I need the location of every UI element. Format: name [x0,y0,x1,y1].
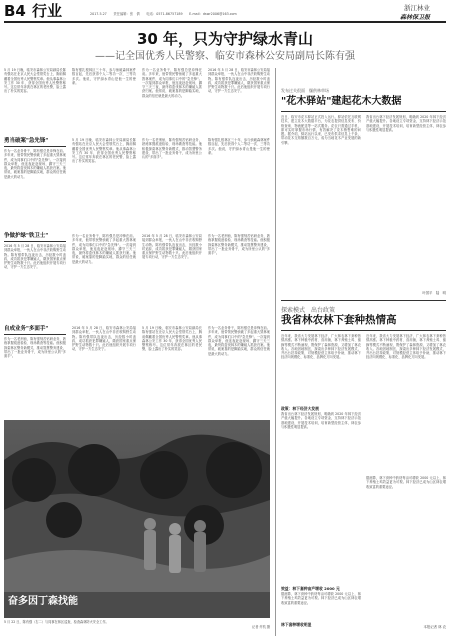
section-title: 争做护绿"铁卫士" [4,233,49,239]
article-credit: 本报记者 林 农 [423,625,446,629]
kicker: 探索模式 出台政策 [281,307,336,314]
article-text: 据测算，林下套种中药材每亩可增收 2000 元以上，林下养殖土鸡效益更为可观。林下经济已成为山区林农增收致富的重要途径。 [366,476,446,489]
divider [4,146,66,147]
article-text: 作为一名业务骨干，陈有强总是冲锋在前。多年来，他带领民警侦破了多起重大毁林案件，成为同事们口中的"急先锋"。一次接到群众举报，他连夜赶赴现场，蹲守三天三夜，最终将盗伐林木的嫌疑人抓获归案。他常说，破案靠的是脚踏实地，群众的信任就是最大的动力。 [72,234,136,264]
news-photo [4,420,270,618]
divider [4,241,66,242]
photo-title: 奋多因丁森找能 [8,596,78,607]
article-text: 作为一名老刑侦，陈有强刻苦钻研业务，熟练掌握痕迹检验、现场勘查等技能。他积极探索林区警务新模式，推动智慧警务建设，带出了一批业务骨干，成为所里公认的"多面手"。 [4,337,66,359]
section-title: 勇当破案"急先锋" [4,138,49,144]
masthead-rule [4,21,446,23]
article-lead: 5 月 19 日晚，临安市森林公安局副局长陈有强站在北京人民大会堂领奖台上，胸前佩戴着全国优秀人民警察奖章。他从事森林公安工作 30 年，获得全国优秀人民警察称号。这位常年奔波在林区的老民警，脸上露出了朴实的笑容。 [4,68,66,94]
forest-patrol-photo [4,420,270,618]
column-divider [275,68,276,636]
article-title: 我省林农林下套种热情高 [281,314,397,326]
article-text: 近年来，我省大力发展林下经济，广大林农林下套种热情高涨。林下种植中药材、食用菌，林下养殖土鸡、蜜蜂等模式不断涌现，既保护了森林资源，又增加了林农收入。各地因地制宜，探索出多种林下经济发展模式，并出台扶持政策，对规模经营主体给予补助，推动林下经济向规模化、标准化、品牌化方向发展。 [281,334,361,360]
article-text: 作为一名老刑侦，陈有强刻苦钻研业务，熟练掌握痕迹检验、现场勘查等技能。他积极探索林区警务新模式，推动智慧警务建设，带出了一批业务骨干，成为所里公认的"多面手"。 [142,138,202,160]
article-text: 5 月 19 日晚，临安市森林公安局副局长陈有强站在北京人民大会堂领奖台上，胸前佩戴着全国优秀人民警察奖章。他从事森林公安工作 30 年，获得全国优秀人民警察称号。这位常年奔波在林区的老民警，脸上露出了朴实的笑容。 [72,138,136,164]
section-name: 行业 [32,2,63,20]
paper-name: 浙江林业 [404,4,430,12]
issue-info: 2017.5.27 责任编辑：张 倩 电话：0571-86757189 E-mail：dswr2006@163.com [90,12,237,16]
article-text: 我省出台林下经济发展规划，明确到 2020 年林下经济产值大幅提升。各地设立专项资金，支持林下经济示范基地建设，开展技术培训，培育新型经营主体，林农参与积极性明显提高。 [281,412,361,429]
divider [281,111,446,112]
article-text: 2016 年 5 月 28 日，临安市森林公安局接到群众举报，一伙人在山中非法收购野生动物。陈有强带队连夜出击，历经数小时追踪，成功抓获犯罪嫌疑人，缴获国家重点保护野生动物数十只。此后他组织开展专项行动，守护一方生态安宁。 [208,68,270,94]
subheadline: ——记全国优秀人民警察、临安市森林公安局副局长陈有强 [95,51,355,62]
page-code: B4 [4,2,26,20]
paper-logo: 森林保卫报 [400,14,431,21]
masthead [4,2,446,22]
article-credit: 叶国平 陆 明 [422,291,446,295]
article-text: 2016 年 5 月 28 日，临安市森林公安局接到群众举报，一伙人在山中非法收购野生动物。陈有强带队连夜出击，历经数小时追踪，成功抓获犯罪嫌疑人，缴获国家重点保护野生动物数十只。此后他组织开展专项行动，守护一方生态安宁。 [4,244,66,270]
photo-caption: 5 月 22 日，陈有强（右二）与同事在林区巡查，检查森林防火安全工作。 [4,620,109,624]
section-title: 自成业务"多面手" [4,326,49,332]
article-text: 近年来，我省大力发展林下经济，广大林农林下套种热情高涨。林下种植中药材、食用菌，林下养殖土鸡、蜜蜂等模式不断涌现，既保护了森林资源，又增加了林农收入。各地因地制宜，探索出多种林下经济发展模式，并出台扶持政策，对规模经营主体给予补助，推动林下经济向规模化、标准化、品牌化方向发展。 [366,334,446,360]
subheading: 政策：林下经济大发展 [281,406,319,411]
article-text: 作为一名业务骨干，陈有强总是冲锋在前。多年来，他带领民警侦破了多起重大毁林案件，成为同事们口中的"急先锋"。一次接到群众举报，他连夜赶赴现场，蹲守三天三夜，最终将盗伐林木的嫌疑人抓获归案。他常说，破案靠的是脚踏实地，群众的信任就是最大的动力。 [208,326,270,356]
divider [281,330,446,331]
article-text: 作为一名老刑侦，陈有强刻苦钻研业务，熟练掌握痕迹检验、现场勘查等技能。他积极探索林区警务新模式，推动智慧警务建设，带出了一批业务骨干，成为所里公认的"多面手"。 [208,234,270,256]
article-text: 2016 年 5 月 28 日，临安市森林公安局接到群众举报，一伙人在山中非法收购野生动物。陈有强带队连夜出击，历经数小时追踪，成功抓获犯罪嫌疑人，缴获国家重点保护野生动物数十只。此后他组织开展专项行动，守护一方生态安宁。 [72,326,136,352]
kicker: 发布过关很面 爆供林草场 [281,88,329,93]
article-text: 陈有强扎根林区三十年，参与侦破森林案件数百起，先后获得个人二等功一次、三等功多次。他说，守护绿水青山是他一生的使命。 [208,138,270,155]
article-text: 陈有强扎根林区三十年，参与侦破森林案件数百起，先后获得个人二等功一次、三等功多次。他说，守护绿水青山是他一生的使命。 [72,68,136,85]
article-text: 近日，临安市花木驿站正式投入运行。驿站依托互联网技术，建立花木大数据平台，为花农提供信息发布、价格查询、物流配送等一站式服务。花农只需通过手机，即可实时掌握市场行情，有效解决了花木销售难的问题。据介绍，驿站运行以来，已发布供求信息上千条，带动花木交易额数百万元，成为当地花木产业发展的新引擎。 [281,115,361,145]
article-text: 作为一名业务骨干，陈有强总是冲锋在前。多年来，他带领民警侦破了多起重大毁林案件，成为同事们口中的"急先锋"。一次接到群众举报，他连夜赶赴现场，蹲守三天三夜，最终将盗伐林木的嫌疑人抓获归案。他常说，破案靠的是脚踏实地，群众的信任就是最大的动力。 [142,68,202,98]
divider [281,300,446,301]
subheading: 效益：林下套种亩产增收 2000 元 [281,586,340,591]
article-text: 作为一名业务骨干，陈有强总是冲锋在前。多年来，他带领民警侦破了多起重大毁林案件，成为同事们口中的"急先锋"。一次接到群众举报，他连夜赶赴现场，蹲守三天三夜，最终将盗伐林木的嫌疑人抓获归案。他常说，破案靠的是脚踏实地，群众的信任就是最大的动力。 [4,149,66,179]
subheading: 林下套种增收明显 [281,622,312,627]
article-text: 我省出台林下经济发展规划，明确到 2020 年林下经济产值大幅提升。各地设立专项资金，支持林下经济示范基地建设，开展技术培训，培育新型经营主体，林农参与积极性明显提高。 [366,115,446,132]
article-title: "花木驿站"建起花木大数据 [281,96,402,107]
photo-credit: 记者 许杭 摄 [252,625,270,629]
article-text: 5 月 19 日晚，临安市森林公安局副局长陈有强站在北京人民大会堂领奖台上，胸前佩戴着全国优秀人民警察奖章。他从事森林公安工作 30 年，获得全国优秀人民警察称号。这位常年奔波在林区的老民警，脸上露出了朴实的笑容。 [142,326,202,352]
article-text: 2016 年 5 月 28 日，临安市森林公安局接到群众举报，一伙人在山中非法收购野生动物。陈有强带队连夜出击，历经数小时追踪，成功抓获犯罪嫌疑人，缴获国家重点保护野生动物数十只。此后他组织开展专项行动，守护一方生态安宁。 [142,234,202,260]
headline: 30 年，只为守护绿水青山 [136,30,314,48]
article-text: 据测算，林下套种中药材每亩可增收 2000 元以上，林下养殖土鸡效益更为可观。林下经济已成为山区林农增收致富的重要途径。 [281,592,361,605]
divider [4,334,66,335]
